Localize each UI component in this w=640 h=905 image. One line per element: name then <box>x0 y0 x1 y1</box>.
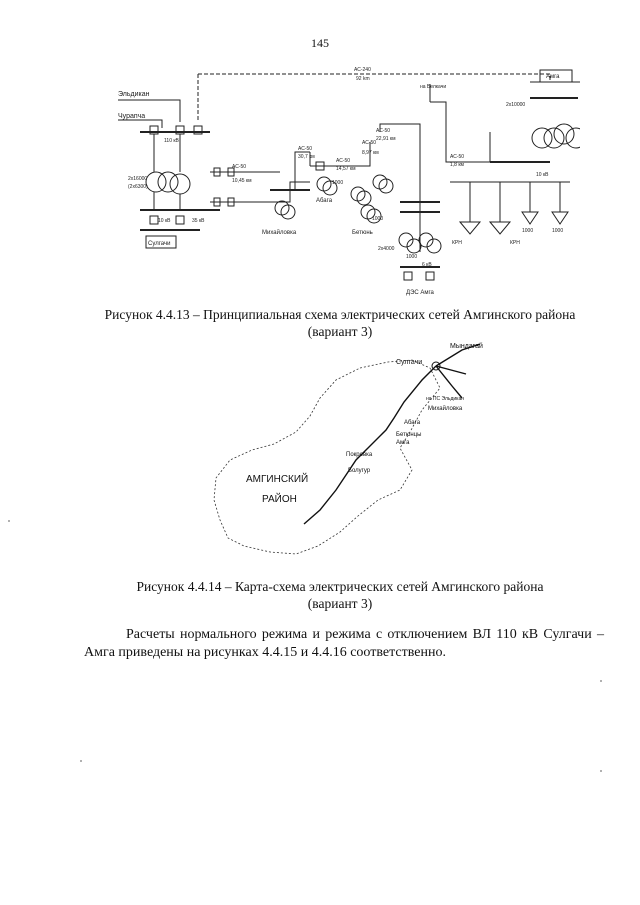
svg-text:АС-50: АС-50 <box>450 154 465 160</box>
svg-text:Бетюнь: Бетюнь <box>352 230 373 236</box>
svg-text:Михайловка: Михайловка <box>262 230 297 236</box>
scan-speck <box>600 680 602 682</box>
svg-text:30,7 км: 30,7 км <box>298 154 315 160</box>
map-region-label: АМГИНСКИЙ <box>246 474 309 485</box>
body-paragraph: Расчеты нормального режима и режима с отключением ВЛ 110 кВ Сулгачи – Амга приведены на рисунках 4.4.15 и 4.4.16 соответственно. <box>84 627 604 660</box>
svg-text:10,45 км: 10,45 км <box>232 178 252 184</box>
svg-text:Сулгачи: Сулгачи <box>396 359 423 366</box>
figure-caption-4-4-13: Рисунок 4.4.13 – Принципиальная схема электрических сетей Амгинского района (вариант 3) <box>104 307 576 339</box>
svg-text:Мындагай: Мындагай <box>450 343 483 350</box>
svg-text:Бетюнцы: Бетюнцы <box>396 432 422 438</box>
svg-text:92 km: 92 km <box>356 76 370 82</box>
svg-text:110 кВ: 110 кВ <box>164 138 179 144</box>
svg-text:10 кВ: 10 кВ <box>536 172 549 178</box>
svg-text:АС-50: АС-50 <box>232 164 247 170</box>
svg-text:Эльдикан: Эльдикан <box>118 91 150 98</box>
svg-text:1,8 км: 1,8 км <box>450 162 464 168</box>
svg-text:2х16000: 2х16000 <box>128 176 148 182</box>
svg-text:1000: 1000 <box>552 228 564 234</box>
schematic-line-label: АС-240 <box>354 67 371 73</box>
page-number: 145 <box>311 36 329 50</box>
svg-text:Покровка: Покровка <box>346 452 373 458</box>
svg-text:Амга: Амга <box>396 440 410 446</box>
figure-caption-4-4-14: Рисунок 4.4.14 – Карта-схема электрических сетей Амгинского района (вариант 3) <box>136 579 544 611</box>
svg-text:1000: 1000 <box>522 228 534 234</box>
svg-text:Амга: Амга <box>546 74 560 80</box>
svg-text:РАЙОН: РАЙОН <box>262 494 297 505</box>
svg-text:Абага: Абага <box>404 420 421 426</box>
svg-text:АС-50: АС-50 <box>376 128 391 134</box>
svg-text:10 кВ: 10 кВ <box>158 218 171 224</box>
district-map-figure <box>200 340 510 570</box>
svg-text:14,57 км: 14,57 км <box>336 166 356 172</box>
svg-text:2х10000: 2х10000 <box>506 102 526 108</box>
svg-text:на Белкачи: на Белкачи <box>420 84 447 90</box>
svg-text:АС-50: АС-50 <box>298 146 313 152</box>
svg-text:(2х6300): (2х6300) <box>128 184 148 190</box>
svg-text:2х4000: 2х4000 <box>378 246 395 252</box>
svg-text:6 кВ: 6 кВ <box>422 262 432 268</box>
electrical-schematic-figure <box>110 62 580 302</box>
svg-text:1000: 1000 <box>406 254 418 260</box>
scan-speck <box>8 520 10 522</box>
svg-text:на ПС Эльдикан: на ПС Эльдикан <box>426 396 465 402</box>
svg-text:35 кВ: 35 кВ <box>192 218 205 224</box>
svg-text:1000: 1000 <box>332 180 344 186</box>
svg-text:Абага: Абага <box>316 198 333 204</box>
svg-text:КРН: КРН <box>510 240 520 246</box>
svg-text:КРН: КРН <box>452 240 462 246</box>
scan-speck <box>80 760 82 762</box>
svg-text:1000: 1000 <box>372 216 384 222</box>
svg-text:АС-50: АС-50 <box>362 140 377 146</box>
svg-text:Сулгачи: Сулгачи <box>148 241 171 247</box>
svg-text:Чурапча: Чурапча <box>118 113 146 120</box>
svg-text:ДЭС Амга: ДЭС Амга <box>406 290 434 296</box>
svg-text:8,97 км: 8,97 км <box>362 150 379 156</box>
scan-speck <box>600 770 602 772</box>
svg-text:Болугур: Болугур <box>348 468 371 474</box>
svg-text:Михайловка: Михайловка <box>428 406 463 412</box>
svg-text:22,91 км: 22,91 км <box>376 136 396 142</box>
svg-text:АС-50: АС-50 <box>336 158 351 164</box>
